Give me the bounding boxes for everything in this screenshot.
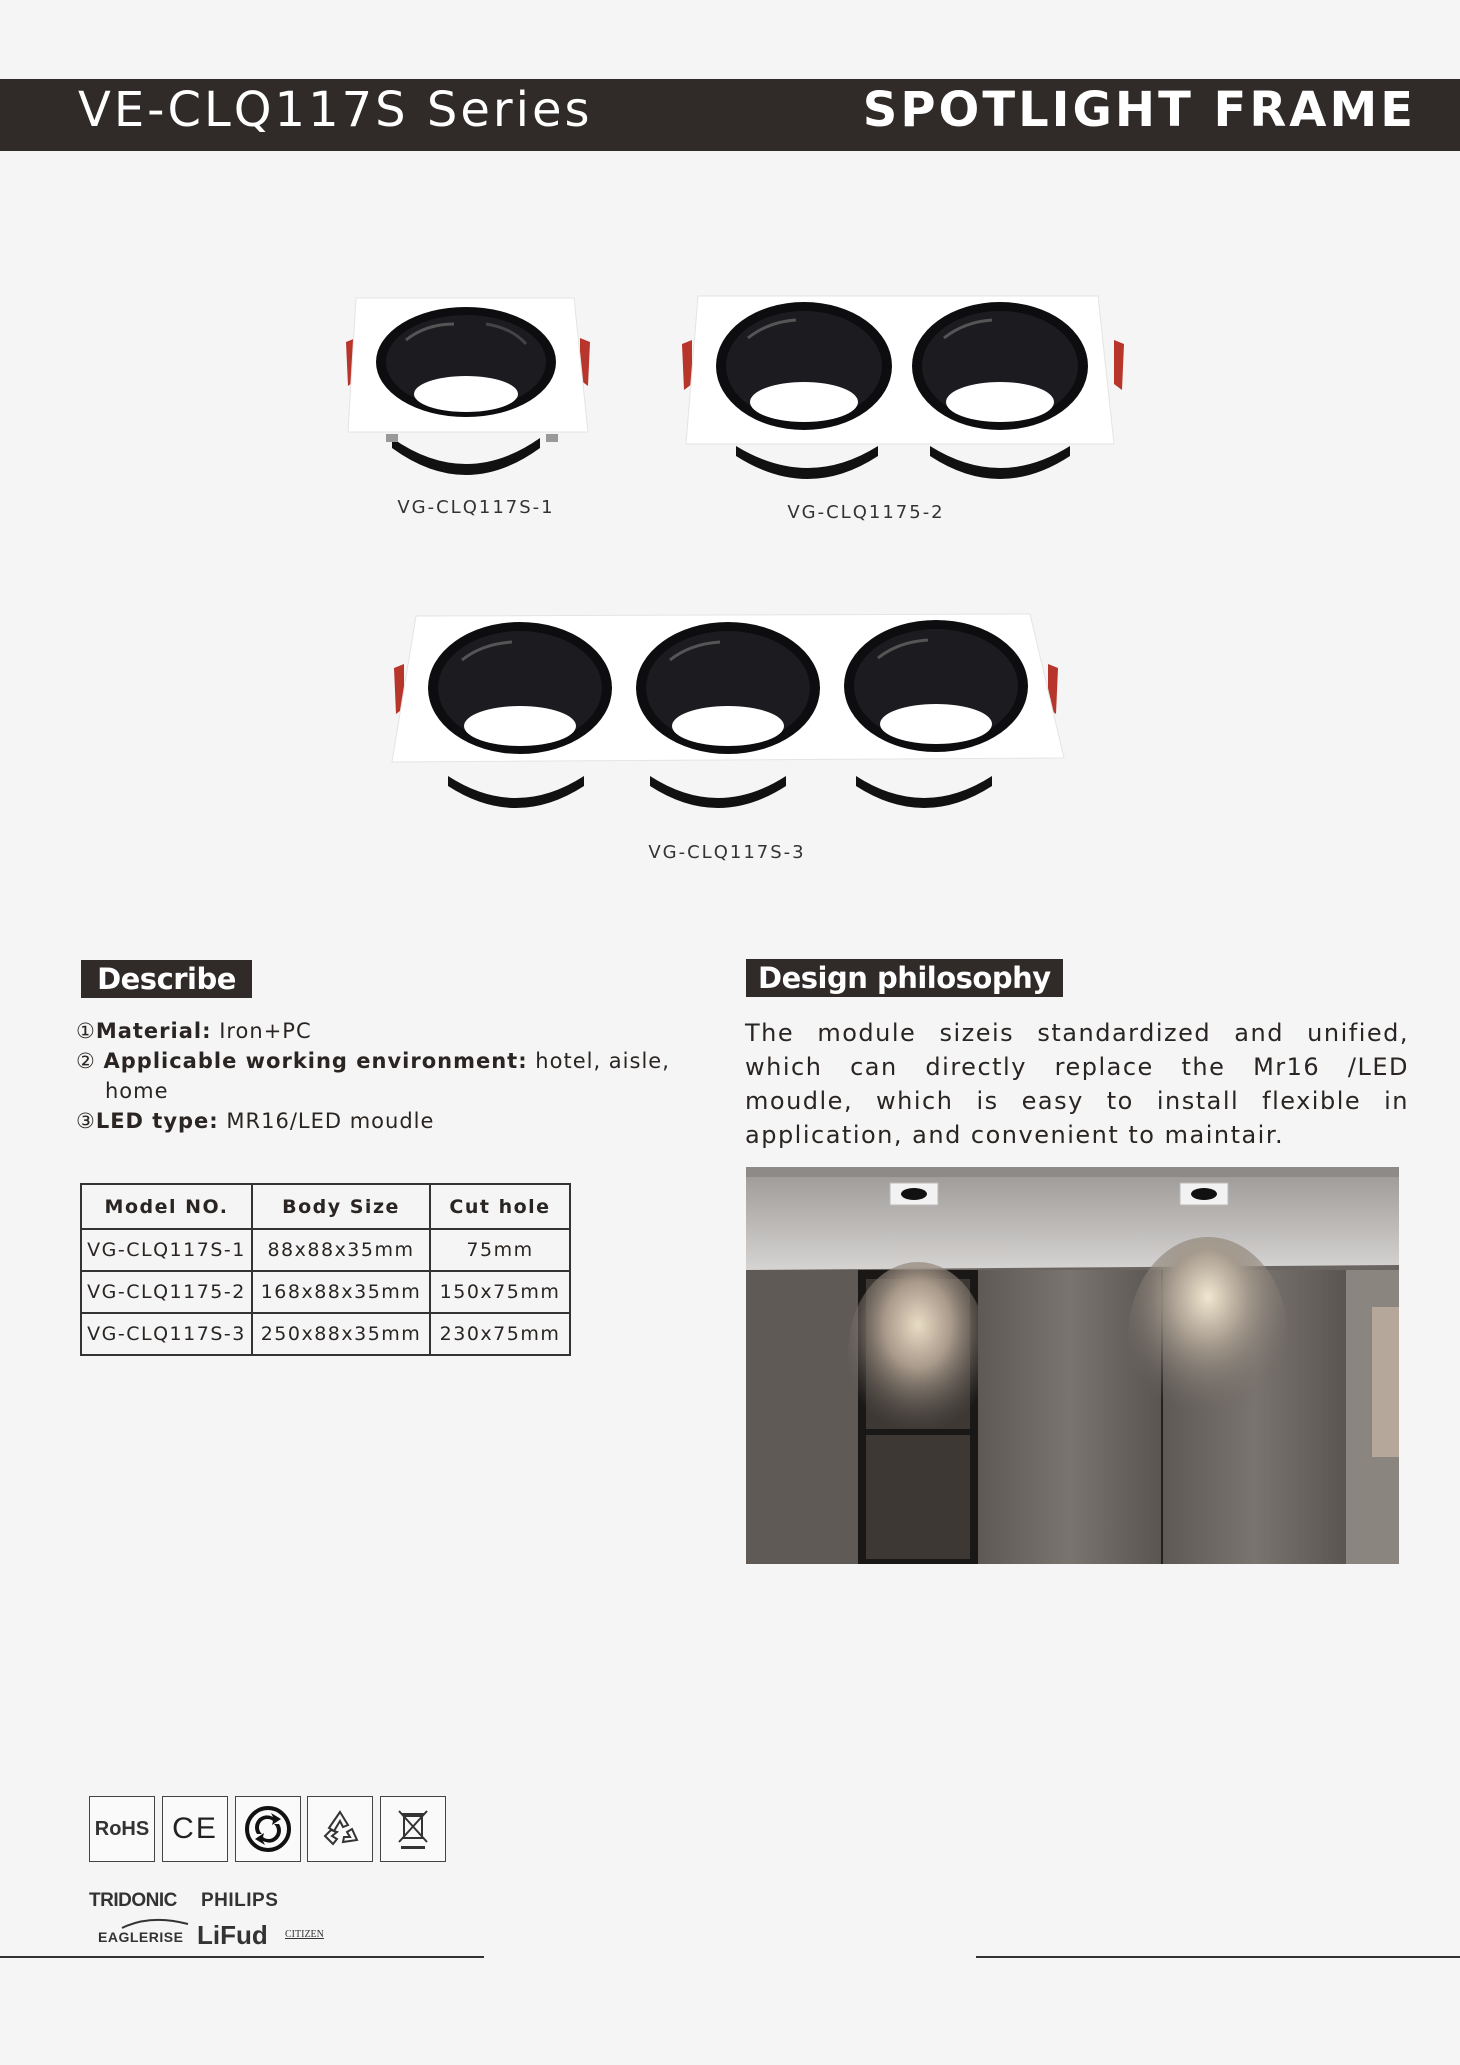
eaglerise-swoosh-icon: [120, 1916, 190, 1930]
spec-environment-continued: home: [105, 1079, 169, 1103]
philips-logo: PHILIPS: [201, 1890, 279, 1911]
spec-label: Applicable working environment:: [103, 1049, 528, 1073]
philosophy-text: The module sizeis standardized and unified, which can directly replace the Mr16 /LED moudle, which is easy to install flexible in application, and convenient to maintair.: [745, 1019, 1409, 1149]
green-dot-icon: [235, 1796, 301, 1862]
cell-cut-hole: 230x75mm: [430, 1313, 570, 1355]
ce-label: CE: [172, 1812, 218, 1845]
cell-cut-hole: 150x75mm: [430, 1271, 570, 1313]
lifud-logo: LiFud: [197, 1920, 268, 1950]
header-cut-hole: Cut hole: [430, 1184, 570, 1229]
spec-environment: [76, 1049, 670, 1073]
spec-number: ②: [76, 1049, 96, 1073]
table-row: [81, 1229, 570, 1271]
table-row: [81, 1271, 570, 1313]
ce-icon: [162, 1796, 228, 1862]
weee-bin-icon: [380, 1796, 446, 1862]
product-image-single: [336, 290, 596, 480]
spec-number: ③: [76, 1109, 96, 1133]
spec-led-type: [76, 1109, 434, 1133]
cell-body-size: 250x88x35mm: [252, 1313, 430, 1355]
spec-number: ①: [76, 1019, 96, 1043]
table-row: [81, 1313, 570, 1355]
category-title: SPOTLIGHT FRAME: [862, 82, 1416, 138]
citizen-logo: CITIZEN: [285, 1929, 324, 1940]
rohs-label: RoHS: [94, 1817, 150, 1840]
cell-body-size: 88x88x35mm: [252, 1229, 430, 1271]
product-image-double: [678, 290, 1128, 480]
spec-material: [76, 1019, 312, 1043]
spec-label: Material:: [95, 1019, 212, 1043]
spec-value: hotel, aisle,: [535, 1049, 670, 1073]
recycle-icon: [307, 1796, 373, 1862]
rohs-icon: [89, 1796, 155, 1862]
series-title: VE-CLQ117S Series: [78, 82, 593, 138]
cell-cut-hole: 75mm: [430, 1229, 570, 1271]
product-caption-triple: VG-CLQ117S-3: [648, 842, 806, 863]
table-header-row: [81, 1184, 570, 1229]
footer-rule-right: [976, 1956, 1460, 1958]
eaglerise-logo: EAGLERISE: [98, 1929, 184, 1945]
interior-photo: [746, 1167, 1399, 1564]
product-caption-double: VG-CLQ1175-2: [787, 502, 945, 523]
product-caption-single: VG-CLQ117S-1: [397, 497, 555, 518]
cell-body-size: 168x88x35mm: [252, 1271, 430, 1313]
cell-model: VG-CLQ1175-2: [81, 1271, 252, 1313]
cell-model: VG-CLQ117S-1: [81, 1229, 252, 1271]
spec-table: [80, 1183, 571, 1356]
spec-value: Iron+PC: [219, 1019, 312, 1043]
header-model: Model NO.: [81, 1184, 252, 1229]
tridonic-logo: TRIDONIC: [89, 1890, 177, 1911]
footer-rule-left: [0, 1956, 484, 1958]
spec-value: MR16/LED moudle: [226, 1109, 435, 1133]
philosophy-heading: Design philosophy: [746, 959, 1063, 997]
header-body-size: Body Size: [252, 1184, 430, 1229]
product-image-triple: [388, 608, 1068, 808]
describe-heading: Describe: [81, 960, 252, 998]
spec-label: LED type:: [95, 1109, 219, 1133]
cell-model: VG-CLQ117S-3: [81, 1313, 252, 1355]
